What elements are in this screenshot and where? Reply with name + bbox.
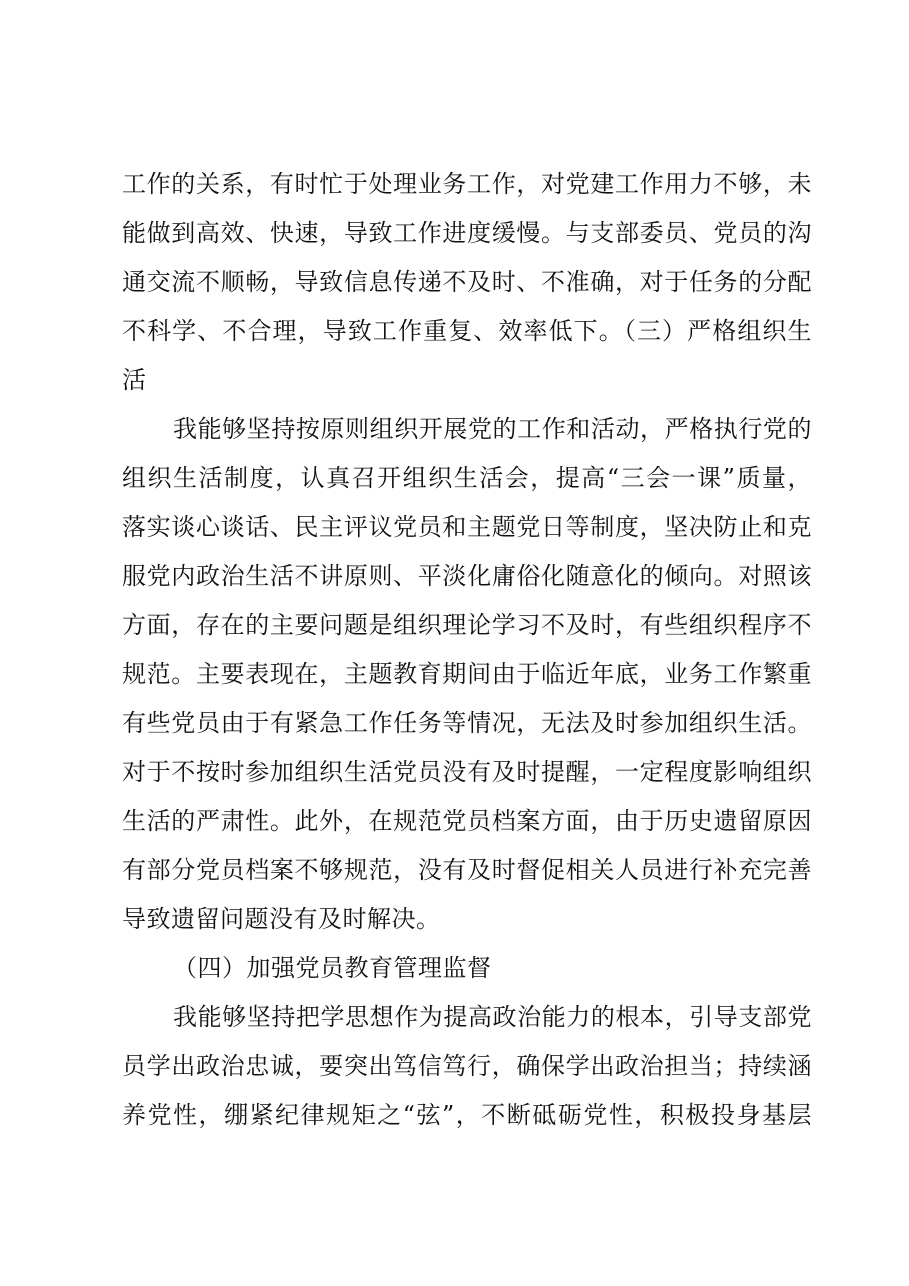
- text-line: 有部分党员档案不够规范，没有及时督促相关人员进行补充完善: [122, 856, 812, 884]
- text-line: 落实谈心谈话、民主评议党员和主题党日等制度，坚决防止和克: [122, 513, 812, 541]
- text-line: 有些党员由于有紧急工作任务等情况，无法及时参加组织生活。: [122, 709, 812, 737]
- text-line: 工作的关系，有时忙于处理业务工作，对党建工作用力不够，未: [122, 170, 812, 198]
- text-line: 活: [122, 366, 147, 394]
- text-line: 不科学、不合理，导致工作重复、效率低下。（三）严格组织生: [122, 317, 812, 345]
- text-line: 养党性，绷紧纪律规矩之“弦”，不断砥砺党性，积极投身基层: [122, 1101, 812, 1129]
- body-text: [122, 160, 812, 1140]
- text-line: 方面，存在的主要问题是组织理论学习不及时，有些组织程序不: [122, 611, 812, 639]
- paragraph-first-line: 我能够坚持把学思想作为提高政治能力的根本，引导支部党: [173, 1003, 812, 1031]
- text-line: 通交流不顺畅，导致信息传递不及时、不准确，对于任务的分配: [122, 268, 812, 296]
- section-heading: （四）加强党员教育管理监督: [173, 954, 492, 982]
- text-line: 员学出政治忠诚，要突出笃信笃行，确保学出政治担当；持续涵: [122, 1052, 812, 1080]
- paragraph-first-line: 我能够坚持按原则组织开展党的工作和活动，严格执行党的: [173, 415, 812, 443]
- text-line: 组织生活制度，认真召开组织生活会，提高“三会一课”质量，: [122, 464, 812, 492]
- text-line: 规范。主要表现在，主题教育期间由于临近年底，业务工作繁重: [122, 660, 812, 688]
- text-line: 对于不按时参加组织生活党员没有及时提醒，一定程度影响组织: [122, 758, 812, 786]
- text-line: 生活的严肃性。此外，在规范党员档案方面，由于历史遗留原因: [122, 807, 812, 835]
- text-line: 服党内政治生活不讲原则、平淡化庸俗化随意化的倾向。对照该: [122, 562, 812, 590]
- text-line: 导致遗留问题没有及时解决。: [122, 905, 441, 933]
- text-line: 能做到高效、快速，导致工作进度缓慢。与支部委员、党员的沟: [122, 219, 812, 247]
